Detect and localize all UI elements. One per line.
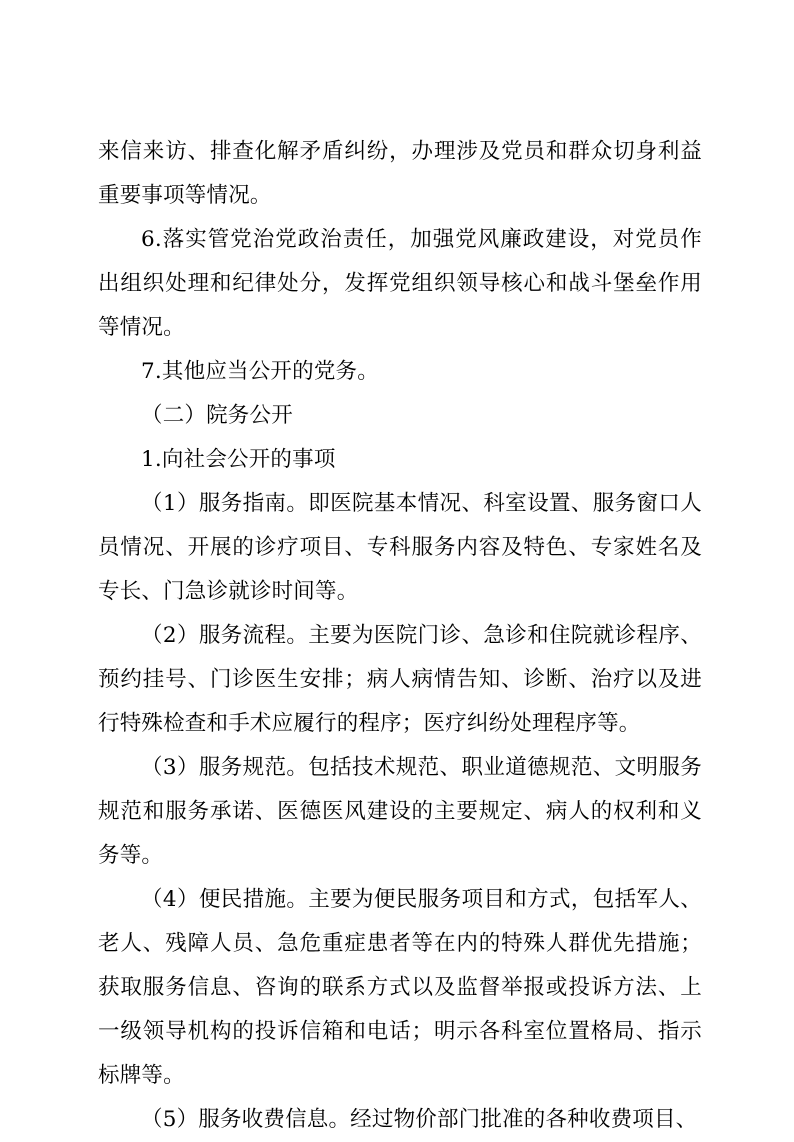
paragraph-item-1: 1.向社会公开的事项: [141, 447, 336, 472]
paragraph-item-7: 7.其他应当公开的党务。: [141, 359, 379, 384]
paragraph-item-6: 6.落实管党治党政治责任，加强党风廉政建设，对党员作出组织处理和纪律处分，发挥党组织领导核心和战斗堡垒作用等情况。: [98, 227, 702, 340]
paragraph-item-1-2: （2）服务流程。主要为医院门诊、急诊和住院就诊程序、预约挂号、门诊医生安排；病人病情告知、诊断、治疗以及进行特殊检查和手术应履行的程序；医疗纠纷处理程序等。: [98, 623, 702, 736]
paragraph-item-1-4: （4）便民措施。主要为便民服务项目和方式，包括军人、老人、残障人员、急危重症患者等在内的特殊人群优先措施；获取服务信息、咨询的联系方式以及监督举报或投诉方法、上一级领导机构的投诉信箱和电话；明示各科室位置格局、指示标牌等。: [98, 887, 702, 1088]
document-body: [98, 130, 702, 1142]
paragraph-item-1-3: （3）服务规范。包括技术规范、职业道德规范、文明服务规范和服务承诺、医德医风建设的主要规定、病人的权利和义务等。: [98, 755, 702, 868]
paragraph-item-1-5: （5）服务收费信息。经过物价部门批准的各种收费项目、: [141, 1107, 698, 1132]
paragraph-continued: 来信来访、排查化解矛盾纠纷，办理涉及党员和群众切身利益重要事项等情况。: [98, 139, 702, 208]
paragraph-section-heading-2: （二）院务公开: [141, 403, 293, 428]
paragraph-item-1-1: （1）服务指南。即医院基本情况、科室设置、服务窗口人员情况、开展的诊疗项目、专科服务内容及特色、专家姓名及专长、门急诊就诊时间等。: [98, 491, 702, 604]
